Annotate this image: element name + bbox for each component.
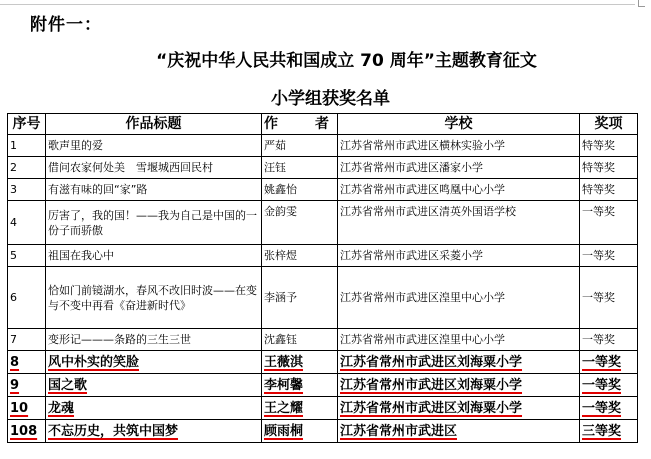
row-award [580,397,638,420]
row-award-text: 一等奖 [582,377,622,393]
row-index [8,374,46,397]
table-row [8,351,638,374]
row-index: 5 [8,245,46,267]
table-row [8,179,638,201]
header-award: 奖项 [580,114,638,135]
award-table [7,113,638,443]
row-author [262,351,338,374]
header-index: 序号 [8,114,46,135]
row-author [262,420,338,443]
row-title [46,420,262,443]
table-row [8,157,638,179]
row-award [580,420,638,443]
header-author-b: 者 [315,115,329,132]
row-school: 江苏省常州市武进区鸣凰中心小学 [338,179,580,201]
row-title-text: 国之歌 [48,377,88,393]
header-author [262,114,338,135]
header-school: 学校 [338,114,580,135]
row-index: 3 [8,179,46,201]
row-title: 祖国在我心中 [46,245,262,267]
row-award-text: 一等奖 [582,354,622,370]
row-index: 6 [8,267,46,329]
row-title: 厉害了，我的国！——我为自己是中国的一份子而骄傲 [46,201,262,245]
table-row [8,267,638,329]
row-school [338,420,580,443]
document-subtitle: 小学组获奖名单 [271,89,390,109]
row-author-text: 王之耀 [264,400,304,416]
row-title: 借问农家何处美 雪堰城西回民村 [46,157,262,179]
row-index: 1 [8,135,46,157]
row-school: 江苏省常州市武进区湟里中心小学 [338,267,580,329]
row-school: 江苏省常州市武进区横林实验小学 [338,135,580,157]
row-school-text: 江苏省常州市武进区刘海粟小学 [340,400,523,416]
row-award-text: 一等奖 [582,400,622,416]
row-index [8,351,46,374]
row-school: 江苏省常州市武进区湟里中心小学 [338,329,580,351]
row-title: 变形记———条路的三生三世 [46,329,262,351]
row-award: 一等奖 [580,267,638,329]
row-author: 李涵予 [262,267,338,329]
header-author-a: 作 [264,115,278,132]
row-school [338,374,580,397]
row-title: 恰如门前镜湖水，春风不改旧时波——在变与不变中再看《奋进新时代》 [46,267,262,329]
row-title-text: 风中朴实的笑脸 [48,354,140,370]
table-row [8,329,638,351]
row-index-text: 9 [10,377,20,393]
attachment-label: 附件一： [30,15,102,35]
row-index-text: 8 [10,354,20,370]
row-award: 一等奖 [580,245,638,267]
page-top-rule [0,4,635,5]
row-index [8,420,46,443]
row-title-text: 龙魂 [48,400,75,416]
row-author [262,397,338,420]
row-author-text: 李柯馨 [264,377,304,393]
table-row [8,420,638,443]
table-row [8,374,638,397]
row-author: 汪钰 [262,157,338,179]
row-school: 江苏省常州市武进区采菱小学 [338,245,580,267]
row-author: 沈鑫钰 [262,329,338,351]
row-title [46,351,262,374]
row-award: 特等奖 [580,157,638,179]
row-author: 姚鑫怡 [262,179,338,201]
row-author: 张梓煜 [262,245,338,267]
row-school [338,351,580,374]
row-school-text: 江苏省常州市武进区 [340,423,458,439]
row-award [580,351,638,374]
row-index: 2 [8,157,46,179]
row-title: 歌声里的爱 [46,135,262,157]
row-title-text: 不忘历史，共筑中国梦 [48,423,179,439]
document-title: “庆祝中华人民共和国成立 70 周年”主题教育征文 [156,51,537,71]
table-header-row [8,114,638,135]
page-corner-mark [638,0,645,7]
row-school-text: 江苏省常州市武进区刘海粟小学 [340,377,523,393]
table-row [8,397,638,420]
table-row [8,135,638,157]
row-award: 一等奖 [580,329,638,351]
row-author: 金韵雯 [262,201,338,245]
row-school [338,397,580,420]
row-award [580,374,638,397]
row-index: 4 [8,201,46,245]
table-row [8,245,638,267]
row-index-text: 10 [10,400,29,416]
row-author [262,374,338,397]
row-index-text: 108 [10,423,38,439]
row-school-text: 江苏省常州市武进区刘海粟小学 [340,354,523,370]
header-title: 作品标题 [46,114,262,135]
row-award: 特等奖 [580,179,638,201]
row-award: 特等奖 [580,135,638,157]
row-school: 江苏省常州市武进区清英外国语学校 [338,201,580,245]
row-author-text: 王薇淇 [264,354,304,370]
row-index: 7 [8,329,46,351]
table-row [8,201,638,245]
row-award: 一等奖 [580,201,638,245]
row-title [46,397,262,420]
row-school: 江苏省常州市武进区潘家小学 [338,157,580,179]
row-index [8,397,46,420]
row-title [46,374,262,397]
row-award-text: 三等奖 [582,423,622,439]
row-author-text: 顾雨桐 [264,423,304,439]
row-title: 有滋有味的回“家”路 [46,179,262,201]
row-author: 严茹 [262,135,338,157]
